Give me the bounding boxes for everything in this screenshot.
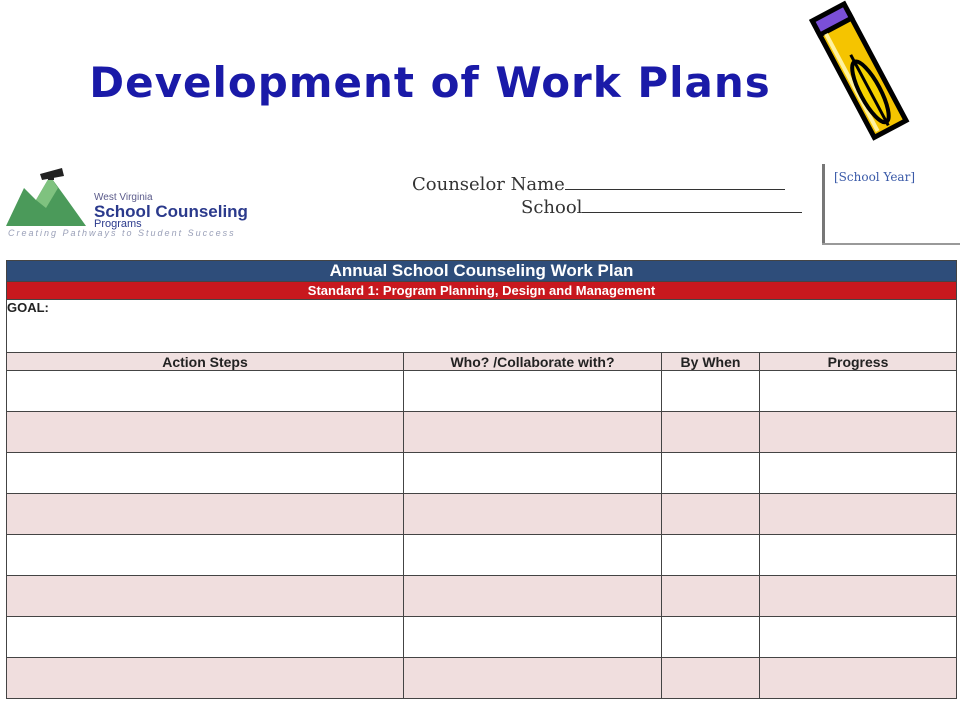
action-steps-cell[interactable] [7,617,404,658]
wv-school-counseling-logo [6,168,296,242]
action-steps-cell[interactable] [7,371,404,412]
by-when-cell[interactable] [662,494,760,535]
goal-label: GOAL: [7,300,49,315]
school-field [521,196,802,218]
logo-tagline: Creating Pathways to Student Success [8,228,236,238]
counselor-name-line [565,173,785,190]
progress-cell[interactable] [760,535,957,576]
school-label: School [521,197,583,218]
who-cell[interactable] [404,412,662,453]
by-when-cell[interactable] [662,453,760,494]
by-when-cell[interactable] [662,658,760,699]
plan-rows [7,371,957,699]
school-line [582,196,802,213]
action-steps-cell[interactable] [7,494,404,535]
who-cell[interactable] [404,617,662,658]
action-steps-cell[interactable] [7,412,404,453]
wv-mountain-logo-icon [6,168,96,228]
by-when-cell[interactable] [662,576,760,617]
work-plan-title: Annual School Counseling Work Plan [7,261,957,282]
progress-cell[interactable] [760,658,957,699]
col-action-steps: Action Steps [7,353,404,371]
col-who: Who? /Collaborate with? [404,353,662,371]
work-plan-table [6,260,957,699]
progress-cell[interactable] [760,617,957,658]
who-cell[interactable] [404,494,662,535]
header-underline [822,243,960,245]
logo-state-text: West Virginia [94,192,153,203]
who-cell[interactable] [404,576,662,617]
who-cell[interactable] [404,658,662,699]
progress-cell[interactable] [760,494,957,535]
table-row [7,371,957,412]
table-row [7,412,957,453]
table-row [7,617,957,658]
who-cell[interactable] [404,535,662,576]
pencil-icon [806,0,924,142]
counselor-name-field [412,173,785,195]
who-cell[interactable] [404,453,662,494]
counselor-name-label: Counselor Name [412,174,565,195]
progress-cell[interactable] [760,576,957,617]
goal-cell [7,300,957,353]
action-steps-cell[interactable] [7,535,404,576]
logo-sub-text: Programs [94,218,142,230]
who-cell[interactable] [404,371,662,412]
progress-cell[interactable] [760,412,957,453]
by-when-cell[interactable] [662,412,760,453]
col-by-when: By When [662,353,760,371]
action-steps-cell[interactable] [7,658,404,699]
table-row [7,535,957,576]
table-row [7,658,957,699]
by-when-cell[interactable] [662,535,760,576]
table-row [7,494,957,535]
standard-heading: Standard 1: Program Planning, Design and Management [7,282,957,300]
logo-main-text: School Counseling [94,202,248,221]
header-divider [822,164,825,244]
col-progress: Progress [760,353,957,371]
by-when-cell[interactable] [662,371,760,412]
slide-title: Development of Work Plans [89,58,771,107]
by-when-cell[interactable] [662,617,760,658]
progress-cell[interactable] [760,371,957,412]
progress-cell[interactable] [760,453,957,494]
action-steps-cell[interactable] [7,576,404,617]
table-row [7,453,957,494]
action-steps-cell[interactable] [7,453,404,494]
school-year-label: [School Year] [834,170,916,184]
table-row [7,576,957,617]
